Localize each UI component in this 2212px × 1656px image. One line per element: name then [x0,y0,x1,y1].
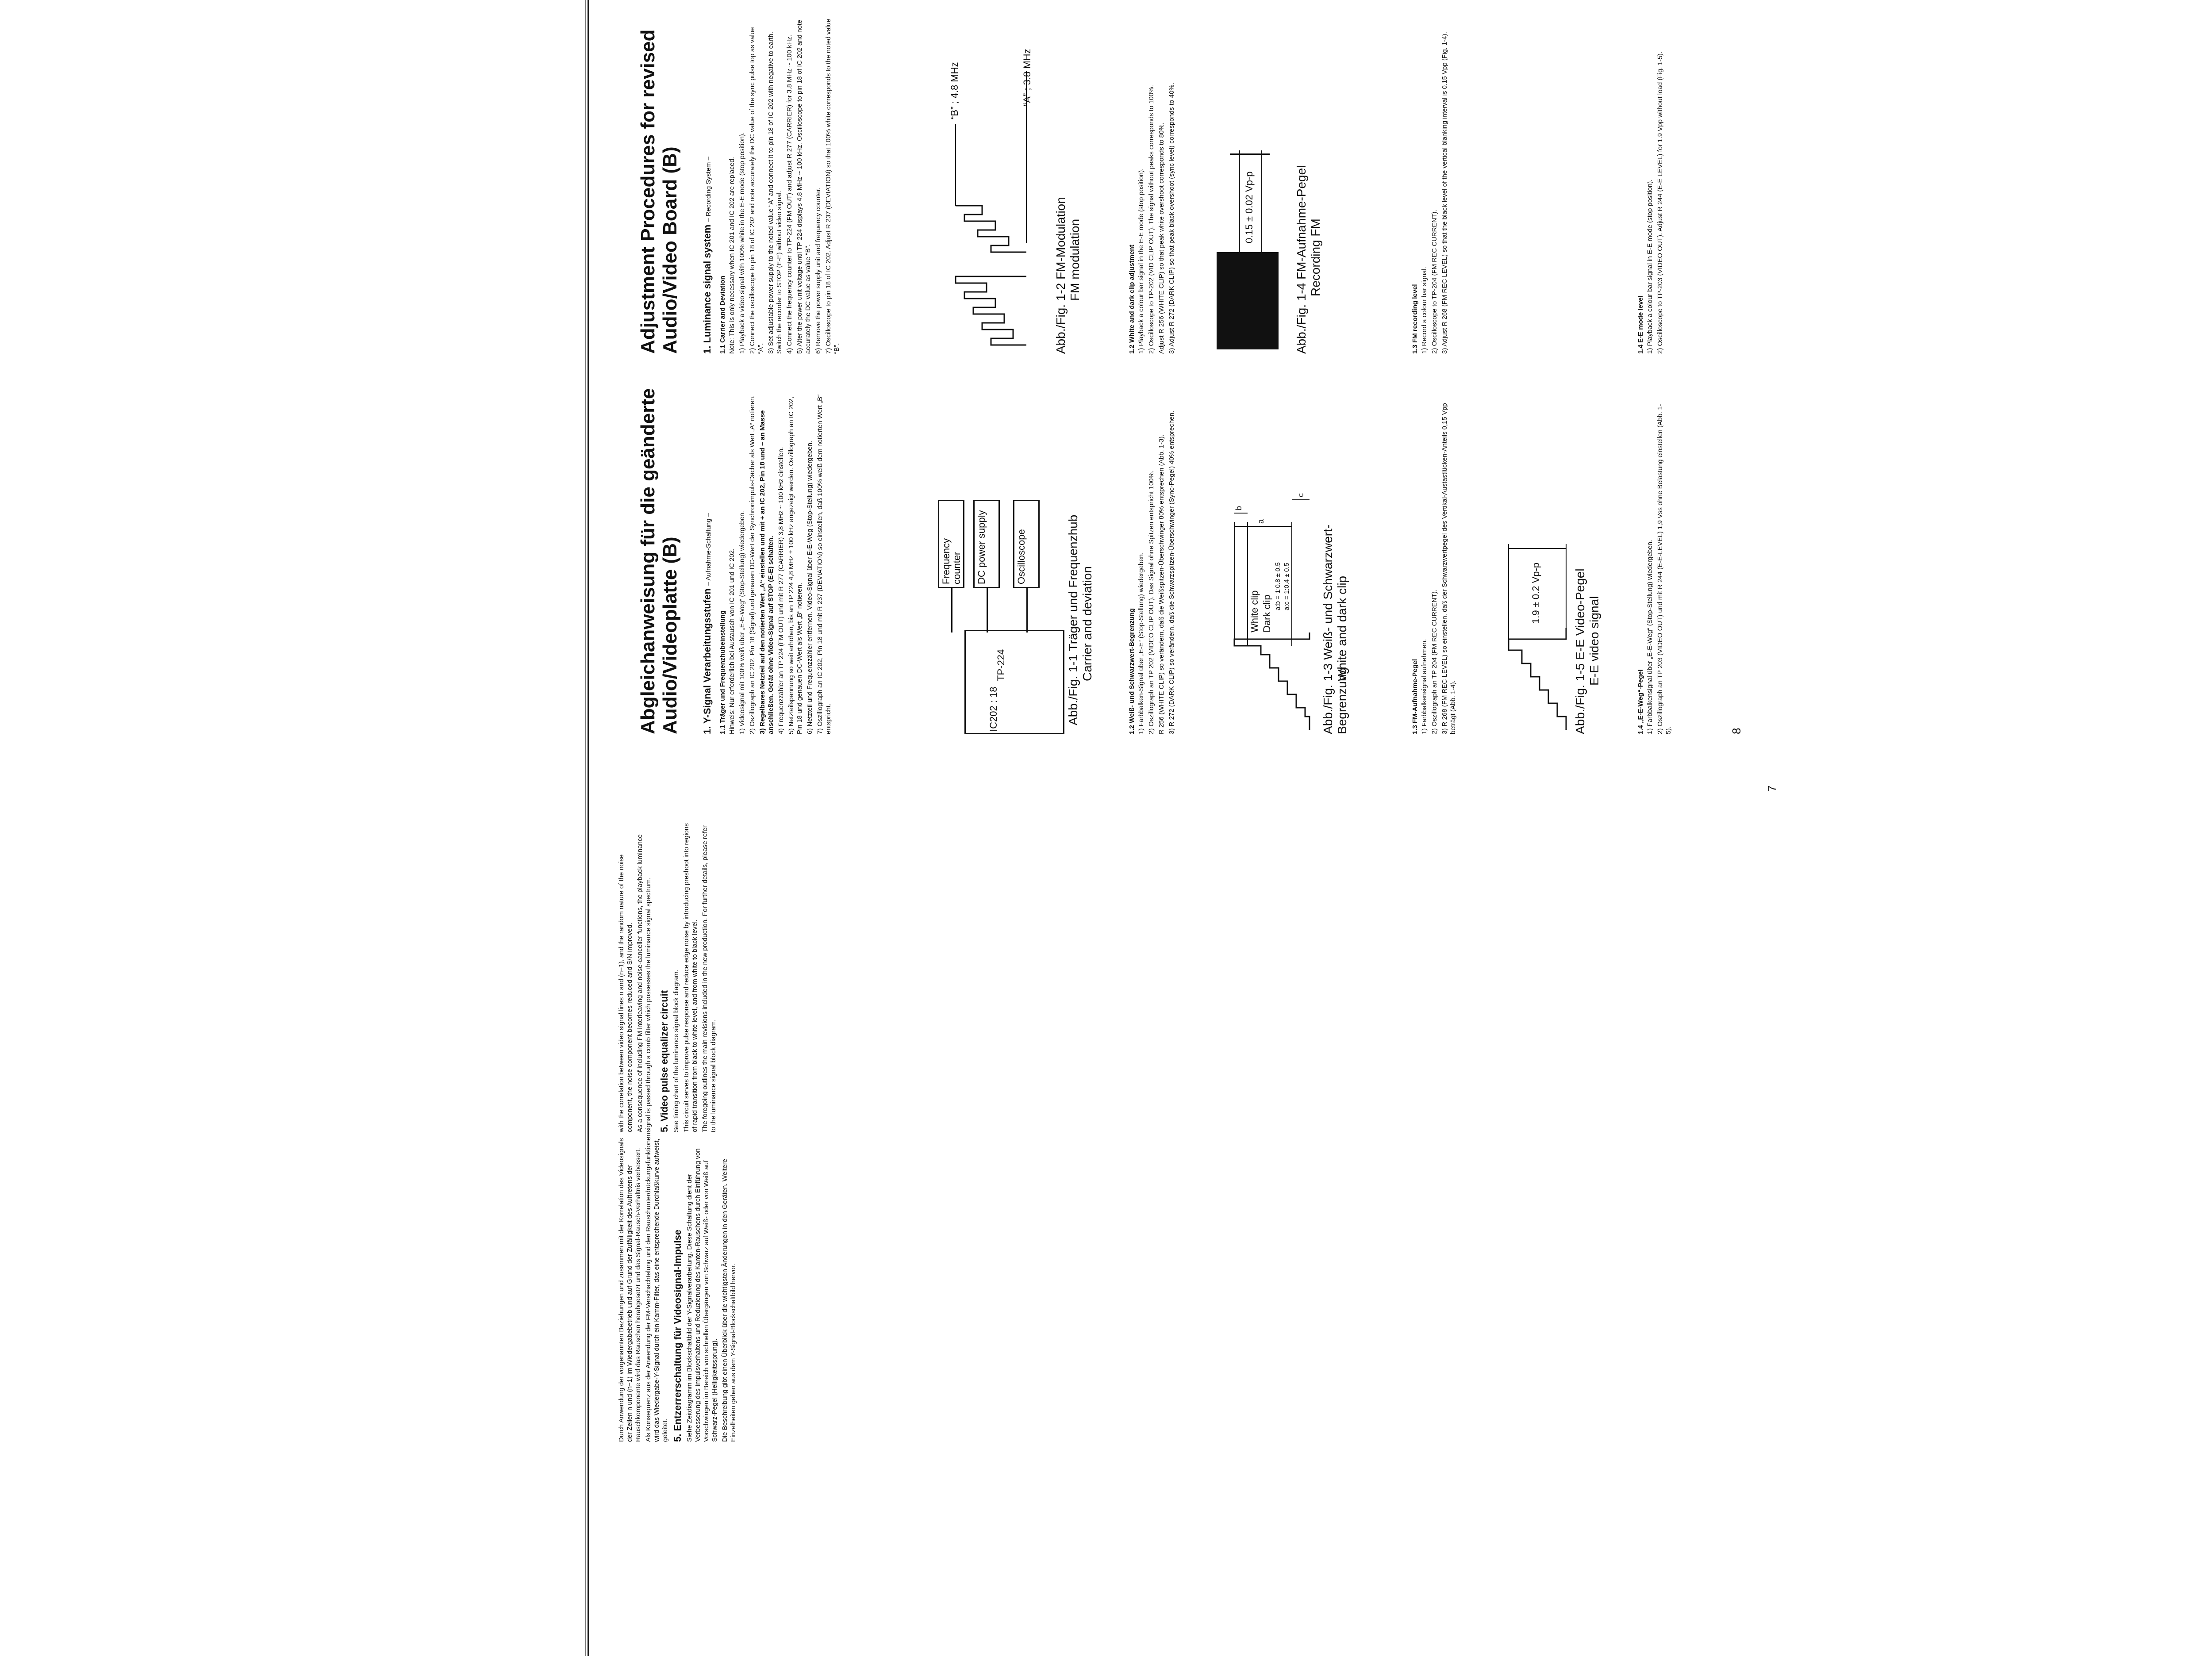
ratio-ac-label: a:c = 1:0.4 ± 0.5 [1283,563,1290,610]
english-sub-1-1: 1.1 Carrier and Deviation [719,276,726,354]
page8-english-section-1-2 [1124,18,1178,354]
english-1-1-line: 3) Set adjustable power supply to the noted value “A” and connect it to pin 18 of IC 202 with negative to earth. Switch the recorder to STOP (E-E) without video signal. [767,32,783,354]
figure-1-5 [1491,522,1606,734]
tp224-label: TP-224 [995,649,1006,681]
german-1-2-line: 1) Farbbalken-Signal über „E-E“ (Stop-Stellung) wiedergeben. [1137,552,1145,734]
figure-1-5-caption-en: E-E video signal [1587,596,1601,686]
page8-german-title [637,372,681,734]
figure-1-2 [938,35,1088,354]
german-sub-1-2: 1.2 Weiß- und Schwarzwert-Begrenzung [1128,608,1136,734]
german-1-4-line: 1) Farbbalkensignal über „E-E-Weg“ (Stop-Stellung) wiedergeben. [1646,540,1654,734]
german-section-5-heading: 5. Entzerrerschaltung für Videosignal-Impulse [672,1229,683,1442]
label-b: b [1234,506,1243,510]
figure-1-1 [938,487,1094,734]
figure-1-3-caption-en: White and dark clip [1335,575,1349,681]
figure-1-1-frame [964,630,1064,734]
connection-line [951,588,952,632]
page8-german-section-1-4 [1632,398,1674,734]
german-1-1-line: 6) Netzteil und Frequenzzähler entfernen. Video-Signal über E-E-Weg (Stop-Stellung) wiedergeben. [806,441,814,734]
dark-clip-label: Dark clip [1261,594,1272,632]
german-1-4-line: 2) Oszillograph an TP 203 (VIDEO OUT) und mit R 244 (E-E-LEVEL) 1,9 Vss ohne Belastung einstellen (Abb. 1-5). [1656,404,1672,734]
german-1-1-line: 2) Oszillograph an IC 202, Pin 18 (Signal) und genauen DC-Wert der Synchronimpuls-Dächer als Wert „A“ notieren. [749,395,756,734]
german-sub-1-1: 1.1 Träger und Frequenzhubeinstellung [719,610,726,734]
figure-1-1-caption: Abb./Fig. 1-1 Träger und Frequenzhub [1066,514,1080,725]
ratio-ab-label: a:b = 1:0.8 ± 0.5 [1274,562,1282,610]
english-1-3-line: 1) Record a colour bar signal. [1421,267,1428,354]
german-intro-2: Als Konsequenz aus der Anwendung der FM-Verschachtelung und den Rauschunterdrückungsfunktionen wird das Wiedergabe-Y-Signal durch ein Kamm-Filter, das eine entsprechende Durchlaßkurve aufweist, geleitet. [645,1133,669,1442]
english-1-2-line: 2) Oscilloscope to TP-202 (VID CLIP OUT). The signal without peaks corresponds to 100%. [1148,85,1155,354]
english-1-3-line: 2) Oscilloscope to TP-204 (FM REC CURRENT). [1431,210,1438,354]
english-1-4-line: 2) Oscilloscope to TP-203 (VIDEO OUT). Adjust R 244 (E-E LEVEL) for 1.9 Vpp without load (Fig. 1-5). [1656,51,1664,354]
page8-german-section-1 [699,389,834,734]
english-1-1-line: 2) Connect the oscilloscope to pin 18 of IC 202 and note accurately the DC value of the sync pulse top as value “A”. [749,27,764,354]
dc-power-supply-box: DC power supply [973,500,1000,588]
page8-german-section-1-2 [1124,398,1178,734]
english-1-2-line: 1) Playback a colour bar signal in the E-E mode (stop position). [1137,168,1145,354]
page8-german-section-1-3 [1407,398,1459,734]
german-1-3-line: 2) Oszillograph an TP 204 (FM REC CURRENT). [1431,589,1438,734]
page-number-8: 8 [1730,728,1743,734]
dimension-line [1230,153,1270,155]
fm-level-value: 0.15 ± 0.02 Vp-p [1244,171,1255,243]
page8-english-section-1 [699,18,843,354]
english-intro-2: As a consequence of including FM interleaving and noise-canceller functions, the playback luminance signal is passed through a comb filter which possesses the luminance signal spectrum. [636,834,652,1132]
figure-1-5-caption: Abb./Fig. 1-5 E-E Video-Pegel [1573,568,1587,734]
german-section-1-title: 1. Y-Signal Verarbeitungsstufen [702,588,713,734]
frequency-counter-box: Frequency counter [938,500,964,588]
figure-1-1-caption-en: Carrier and deviation [1080,566,1094,681]
value-a-label: “A” ; 3.8 MHz [1022,49,1033,106]
english-sub-1-3: 1.3 FM recording level [1411,284,1419,354]
german-1-1-line: 7) Oszillograph an IC 202, Pin 18 und mit R 237 (DEVIATION) so einstellen, daß 100% weiß dem notierten Wert „B“ entspricht. [816,394,832,734]
german-1-2-line: 2) Oszillograph an TP 202 (VIDEO CLIP OUT). Das Signal ohne Spitzen entspricht 100%. [1148,470,1155,734]
figure-1-4 [1212,106,1345,354]
figure-1-4-caption: Abb./Fig. 1-4 FM-Aufnahme-Pegel [1294,165,1308,354]
german-1-2-line: 3) R 272 (DARK CLIP) so verändern, daß die Schwarzspitzen-Überschwinger (Sync-Pegel) 40% entsprechen. [1168,410,1175,734]
english-section-1-subtitle: – Recording System – [705,157,712,222]
german-1-1-line: 4) Frequenzzähler an TP 224 (FM OUT) und mit R 277 (CARRIER) 3,8 MHz ~ 100 kHz einstellen. [777,447,785,734]
german-intro-1: Durch Anwendung der vorgenannten Beziehungen und zusammen mit der Korrelation des Videosignals der Zeilen n und (n−1) im Wiedergabebetrieb und auf Grund der Zufälligkeit des Auftretens der Rauschkomponente wird das Rauschen herabgesetzt und das Signal-Rausch-Verhältnis verbessert. [618,1138,642,1442]
page-divider [588,0,589,1656]
english-body-3: The foregoing outlines the main revisions included in the new production. For further details, please refer to the luminance signal block diagram. [701,825,717,1132]
figure-1-3 [1221,487,1354,734]
english-1-1-line: Note: This is only necessary when IC 201 and IC 202 are replaced. [728,157,736,354]
german-1-1-line: 5) Netzteilspannung so weit erhöhen, bis an TP 224 4,8 MHz ± 100 kHz angezeigt werden. Oszillograph an IC 202, Pin 18 und genauen DC-Wert als Wert „B“ notieren. [787,396,803,734]
english-sub-1-4: 1.4 E-E mode level [1637,295,1644,354]
english-body-2: This circuit serves to improve pulse response and reduce edge noise by introducing preshoot into regions of rapid transition from black to white level, and from white to black level. [683,823,699,1132]
german-section-1-heading [702,389,714,734]
german-body-1: Siehe Zeitdiagramm im Blockschaltbild der Y-Signalverarbeitung. Diese Schaltung dient der Verbesserung des Impulsverhaltens und Reduzierung des Kanten-Rauschens durch Einführung von Vorschwingen im Bereich von schnellen Übergängen von Schwarz auf Weiß- oder von Weiß auf Schwarz-Pegel (Helligkeitssprung). [686,1148,718,1442]
connection-line [1026,588,1028,632]
ee-video-waveform [1491,522,1571,734]
label-c: c [1296,493,1305,497]
figure-1-2-caption-en: FM modulation [1068,218,1082,301]
english-1-1-line: 4) Connect the frequency counter to TP-224 (FM OUT) and adjust R 277 (CARRIER) for 3.8 MHz ~ 100 kHz. [786,34,793,354]
english-intro-1: with the correlation between video signal lines n and (n−1), and the random nature of the noise component, the noise component becomes reduced and S/N improved. [618,854,634,1132]
english-section-5-heading: 5. Video pulse equalizer circuit [659,990,670,1132]
german-1-2-line: R 256 (WHITE CLIP) so verändern, daß die Weißspitzen-Überschwinger 80% entsprechen (Abb. 1-3). [1158,434,1165,734]
german-1-1-line: 1) Videosignal mit 100% weiß über „E-E-Weg“ (Stop-Stellung) wiedergeben. [738,511,746,734]
english-title: Adjustment Procedures for revised Audio/Video Board (B) [637,29,681,354]
english-1-1-line: 6) Remove the power supply unit and frequency counter. [814,187,822,354]
german-1-1-line: Hinweis: Nur erforderlich bei Austausch von IC 201 und IC 202. [728,548,736,734]
english-section-1-title: 1. Luminance signal system [702,224,713,354]
value-b-label: “B” ; 4.8 MHz [949,62,960,119]
connection-line [987,588,988,632]
white-clip-label: White clip [1249,590,1260,632]
english-body-1: See timing chart of the luminance signal block diagram. [672,970,680,1132]
label-a: a [1256,519,1265,524]
page-edge [585,0,586,1656]
german-1-3-line: 1) Farbbalkensignal aufnehmen. [1421,639,1428,734]
german-1-1-line: 3) Regelbares Netzteil auf den notierten Wert „A“ einstellen und mit + an IC 202, Pin 18 und − an Masse anschließen. Gerät ohne Video-Signal auf STOP (E-E) schalten. [759,410,775,734]
ref-line [1261,150,1262,252]
oscilloscope-box: Oscilloscope [1013,500,1040,588]
german-title: Abgleichanweisung für die geänderte Audio/Videoplatte (B) [637,388,681,734]
english-1-2-line: 3) Adjust R 272 (DARK CLIP) so that peak black overshoot (sync level) corresponds to 40%. [1168,83,1175,354]
german-body-2: Die Beschreibung gibt einen Überblick über die wichtigsten Änderungen in den Geräten. Weitere Einzelheiten gehen aus dem Y-Signal-Blockschaltbild hervor. [721,1158,737,1442]
recording-fm-burst [1217,252,1279,349]
ref-line [1239,150,1240,252]
page8-english-section-1-4 [1632,18,1666,354]
english-1-3-line: 3) Adjust R 268 (FM REC LEVEL) so that the black level of the vertical blanking interval is 0.15 Vpp (Fig. 1-4). [1441,32,1448,354]
english-sub-1-2: 1.2 White and dark clip adjustment [1128,245,1136,354]
figure-1-3-caption: Abb./Fig. 1-3 Weiß- und Schwarzwert-Begrenzung [1321,524,1349,734]
page7-german-column [617,1132,739,1442]
german-1-3-line: 3) R 268 (FM REC LEVEL) so einstellen, daß der Schwarzwertpegel des Vertikal-Austastlücken-Anteils 0,15 Vpp beträgt (Abb. 1-4). [1441,403,1457,734]
ic202-pin-label: IC202 : 18 [988,686,999,732]
page-number-7: 7 [1765,785,1778,792]
page8-english-section-1-3 [1407,18,1451,354]
english-1-1-line: 1) Playback a video signal with 100% white in the E-E mode (stop position). [738,132,746,354]
english-section-1-heading [702,18,714,354]
ee-level-value: 1.9 ± 0.2 Vp-p [1530,562,1541,624]
english-1-1-line: 5) Alter the power unit voltage until TP 224 displays 4.8 MHz ~ 100 kHz. Oscilloscope to pin 18 of IC 202 and note accurately the DC value as value “B”. [796,19,812,354]
german-sub-1-4: 1.4 „E-E-Weg“-Pegel [1637,669,1644,734]
figure-1-4-caption-en: Recording FM [1309,218,1322,296]
page8-english-title [637,9,681,354]
german-sub-1-3: 1.3 FM-Aufnahme-Pegel [1411,659,1419,734]
german-section-1-subtitle: – Aufnahme-Schaltung – [705,513,712,586]
page7-english-column [617,823,719,1132]
english-1-4-line: 1) Playback a colour bar signal in E-E mode (stop position). [1646,179,1654,354]
english-1-2-line: Adjust R 256 (WHITE CLIP) so that peak white overshoot corresponds to 80%. [1158,123,1165,354]
english-1-1-line: 7) Oscilloscope to pin 18 of IC 202. Adjust R 237 (DEVIATION) so that 100% white corresponds to the noted value “B”. [825,19,841,354]
figure-1-2-caption: Abb./Fig. 1-2 FM-Modulation [1054,197,1068,354]
